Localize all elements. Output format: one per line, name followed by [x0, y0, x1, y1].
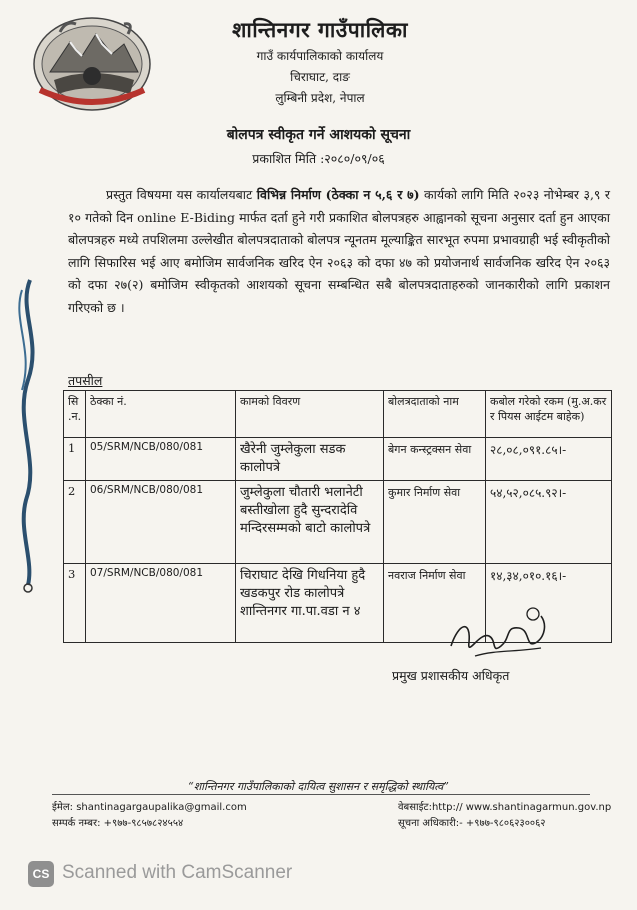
footer-divider: [52, 794, 590, 795]
binding-string: [0, 270, 60, 600]
camscanner-text: Scanned with CamScanner: [62, 862, 293, 883]
officer-signature: [445, 602, 555, 670]
serial-cell: 3: [64, 564, 86, 643]
table-caption: तपसील: [68, 373, 103, 388]
amount-cell: २८,०८,०९१.८५।-: [486, 438, 612, 481]
header-cell: बोलत्रदाताको नाम: [384, 391, 486, 438]
body-text-post: कार्यको लागि मिति २०२३ नोभेम्बर ३,९ र १० गतेको दिन online E-Biding मार्फत दर्ता हुने गरी प्रकाशित बोलपत्रहरु आह्वानको सूचना अनुसार दर्ता हुन आएका बोलपत्रहरु मध्ये तपशिलमा उल्लेखीत बोलपत्रदाताको बोलपत्र न्यूनतम मूल्याङ्कित सारभूत रुपमा प्रभावग्राही भई स्वीकृतीको लागि सिफारिस भई आए बमोजिम सार्वजनिक खरिद ऐन २०६३ को दफा ४७ को प्रयोजनार्थ सार्वजनिक खरिद ऐन २०६३ को दफा २७(२) बमोजिम स्वीकृतको आशयको सूचना सम्बन्धित सबै बोलपत्रदाताहरुको जानकारीको लागि प्रकाशन गरिएको छ ।: [68, 187, 610, 315]
header-cell: कबोल गरेको रकम (मु.अ.कर र पियस आईटम बाहेक): [486, 391, 612, 438]
amount-cell: १४,३४,०१०.१६।-: [486, 564, 612, 643]
work-description-cell: खैरेनी जुम्लेकुला सडक कालोपत्रे: [236, 438, 384, 481]
contract-code-cell: 05/SRM/NCB/080/081: [86, 438, 236, 481]
province-country: लुम्बिनी प्रदेश, नेपाल: [275, 91, 365, 105]
table-row: [64, 481, 612, 564]
footer-website: वेबसाईट:http:// www.shantinagarmun.gov.np: [398, 802, 612, 813]
office-name: गाउँ कार्यपालिकाको कार्यालय: [256, 49, 384, 63]
office-location: चिराघाट, दाङ: [290, 70, 350, 84]
work-description-cell: चिराघाट देखि गिधनिया हुदै खडकपुर रोड कालोपत्रे शान्तिनगर गा.पा.वडा न ४: [236, 564, 384, 643]
table-row: [64, 438, 612, 481]
footer-info-officer: सूचना अधिकारी:- +९७७-९८०६२३००६२: [398, 818, 546, 829]
contract-code-cell: 07/SRM/NCB/080/081: [86, 564, 236, 643]
footer-email: ईमेल: shantinagargaupalika@gmail.com: [52, 802, 247, 813]
serial-cell: 2: [64, 481, 86, 564]
serial-cell: 1: [64, 438, 86, 481]
notice-title: बोलपत्र स्वीकृत गर्ने आशयको सूचना: [226, 127, 411, 143]
header-cell: सि .न.: [64, 391, 86, 438]
bidder-cell: नवराज निर्माण सेवा: [384, 564, 486, 643]
work-description-cell: जुम्लेकुला चौतारी भलानेटी बस्तीखोला हुदै सुन्दरादेवि मन्दिरसम्मको बाटो कालोपत्रे: [236, 481, 384, 564]
table-header-row: [64, 391, 612, 438]
footer-slogan: “शान्तिनगर गाउँपालिकाको दायित्व सुशासन र समृद्धिको स्थायित्व”: [188, 780, 449, 793]
signatory-title: प्रमुख प्रशासकीय अधिकृत: [392, 668, 510, 683]
org-name: शान्तिनगर गाउँपालिका: [232, 17, 408, 42]
bidder-cell: कुमार निर्माण सेवा: [384, 481, 486, 564]
footer-phone: सम्पर्क नम्बर: +९७७-९८५७८२४५५४: [52, 818, 184, 829]
body-text-bold: विभिन्न निर्माण (ठेक्का न ५,६ र ७): [256, 187, 420, 202]
nepal-emblem-logo: [30, 10, 154, 114]
body-text-pre: प्रस्तुत विषयमा यस कार्यालयबाट: [106, 187, 257, 202]
camscanner-logo-icon: CS: [28, 861, 54, 887]
notice-body: [68, 184, 610, 320]
contract-code-cell: 06/SRM/NCB/080/081: [86, 481, 236, 564]
camscanner-watermark: [28, 858, 328, 892]
header-cell: कामको विवरण: [236, 391, 384, 438]
amount-cell: ५४,५२,०८५.९२।-: [486, 481, 612, 564]
publish-date: प्रकाशित मिति :२०८०/०९/०६: [252, 151, 385, 166]
header-cell: ठेक्का नं.: [86, 391, 236, 438]
bidder-cell: बेगन कन्स्ट्रक्सन सेवा: [384, 438, 486, 481]
